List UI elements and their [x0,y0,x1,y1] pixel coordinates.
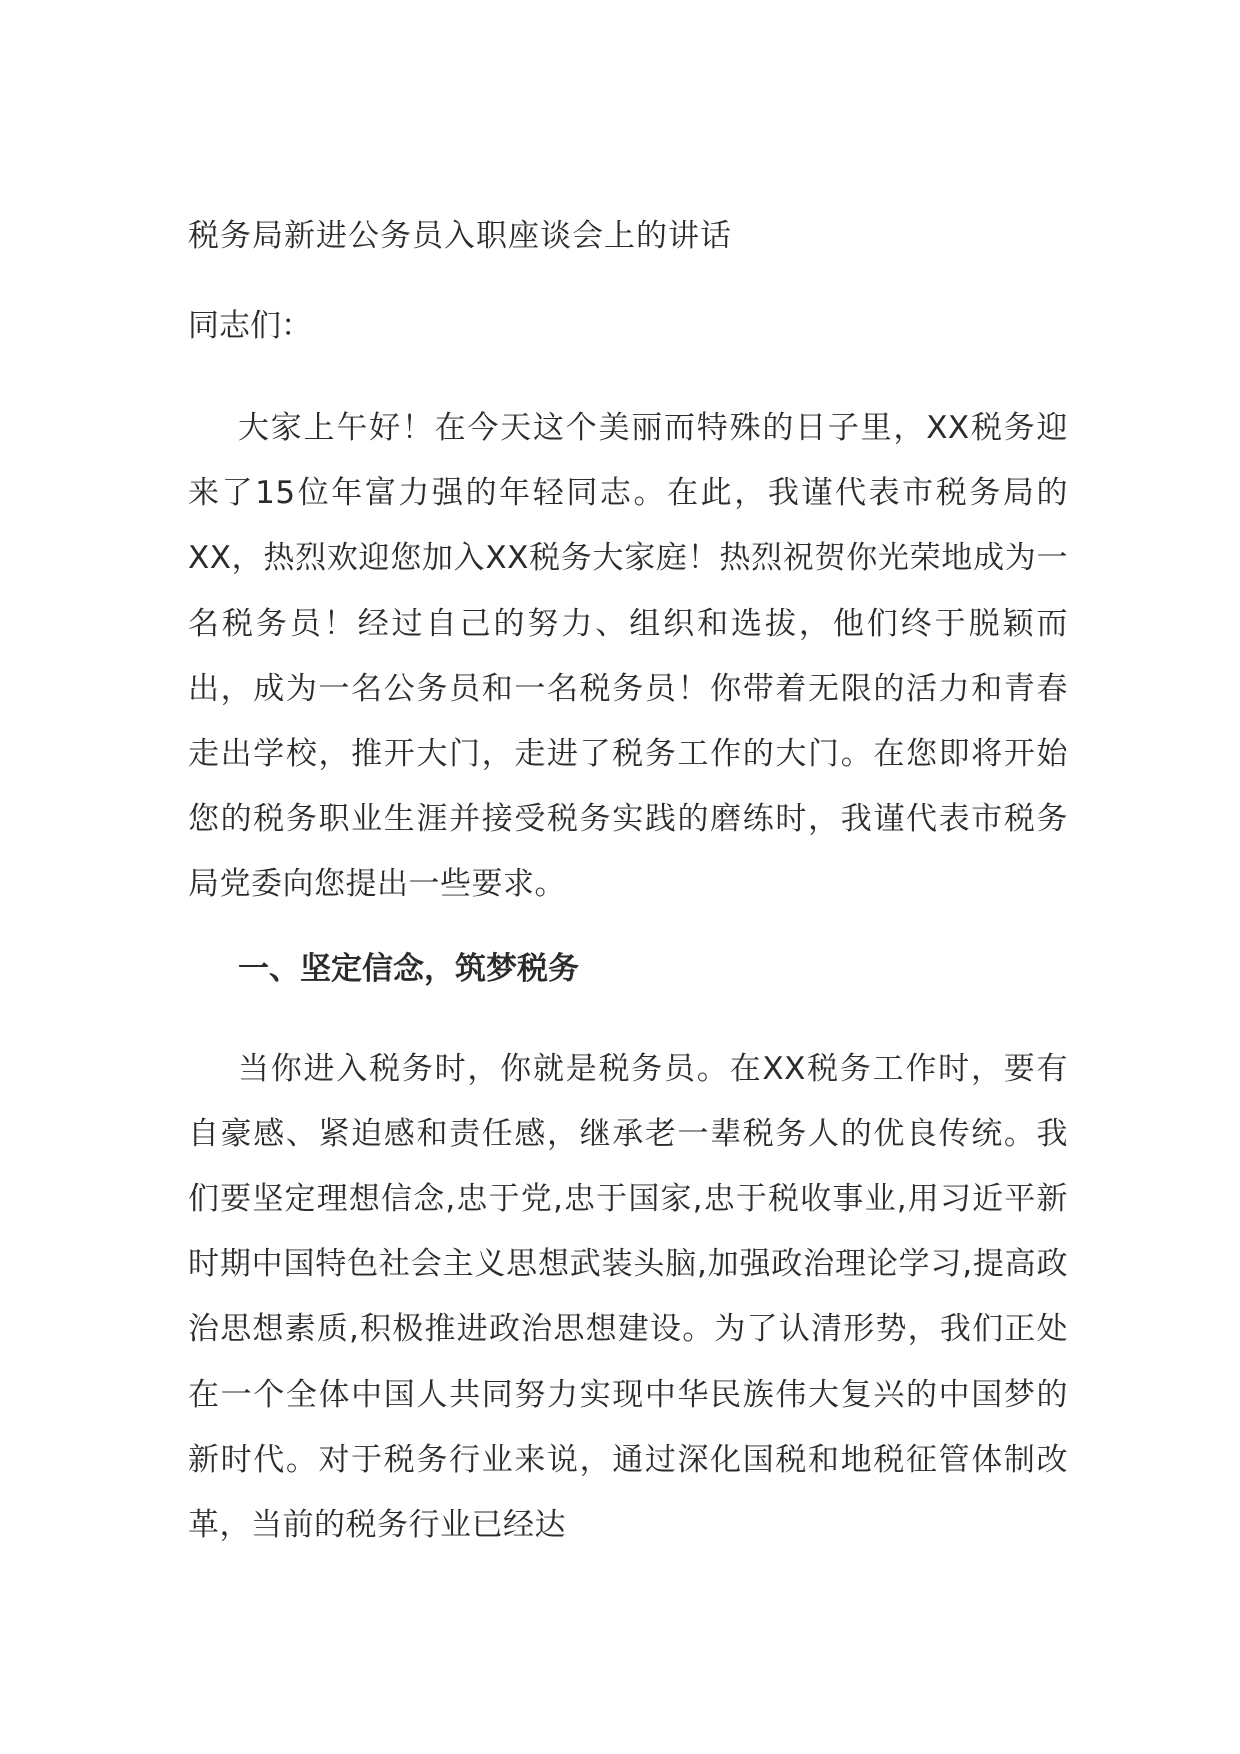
section-heading-1: 一、坚定信念，筑梦税务 [238,950,579,987]
paragraph-welcome: 大家上午好！在今天这个美丽而特殊的日子里，XX税务迎来了15位年富力强的年轻同志。在此，我谨代表市税务局的XX，热烈欢迎您加入XX税务大家庭！热烈祝贺你光荣地成为一名税务员！经过自己的努力、组织和选拔，他们终于脱颖而出，成为一名公务员和一名税务员！你带着无限的活力和青春走出学校，推开大门，走进了税务工作的大门。在您即将开始您的税务职业生涯并接受税务实践的磨练时，我谨代表市税务局党委向您提出一些要求。 [188,410,1068,903]
document-title: 税务局新进公务员入职座谈会上的讲话 [188,218,732,254]
salutation: 同志们： [188,308,312,344]
paragraph-section-1: 当你进入税务时，你就是税务员。在XX税务工作时，要有自豪感、紧迫感和责任感，继承老一辈税务人的优良传统。我们要坚定理想信念,忠于党,忠于国家,忠于税收事业,用习近平新时期中国特色社会主义思想武装头脑,加强政治理论学习,提高政治思想素质,积极推进政治思想建设。为了认清形势，我们正处在一个全体中国人共同努力实现中华民族伟大复兴的中国梦的新时代。对于税务行业来说，通过深化国税和地税征管体制改革，当前的税务行业已经达 [188,1050,1068,1544]
document-body [188,215,1068,1588]
